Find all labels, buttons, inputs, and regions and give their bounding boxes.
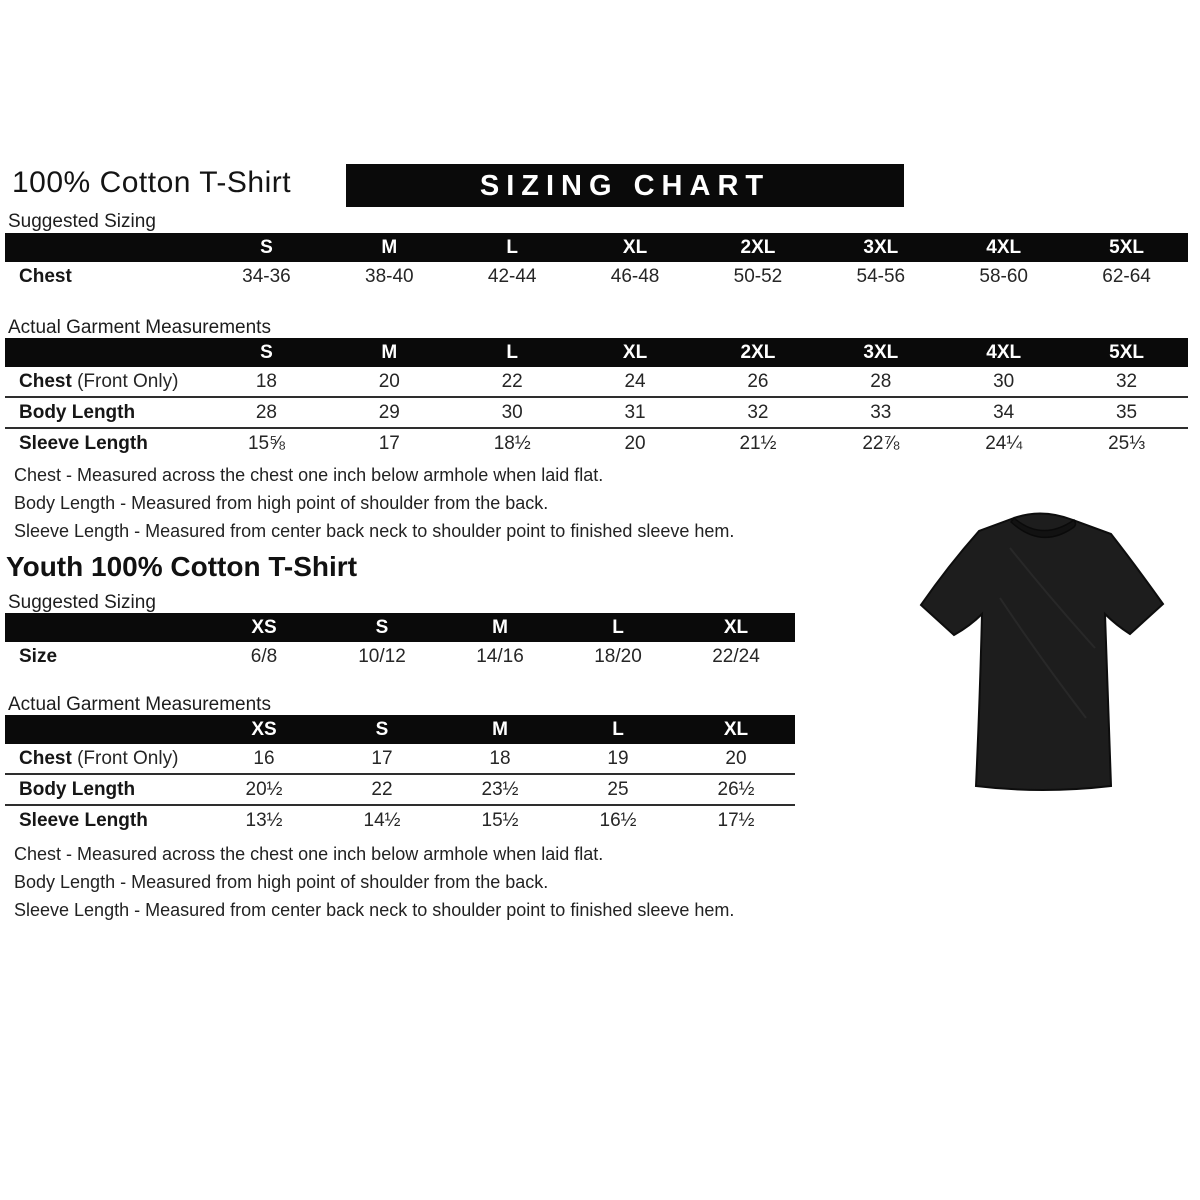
measurement-note: Body Length - Measured from high point of shoulder from the back.	[14, 493, 549, 513]
measurement-value: 6/8	[250, 645, 278, 667]
measurement-note: Sleeve Length - Measured from center back neck to shoulder point to finished sleeve hem.	[14, 521, 735, 541]
size-column-header: 4XL	[986, 236, 1022, 258]
measurement-value: 22	[371, 778, 393, 800]
size-column-header: L	[506, 341, 518, 363]
row-label: Chest (Front Only)	[19, 747, 179, 769]
table-row	[5, 427, 1188, 458]
measurement-value: 31	[624, 401, 646, 423]
youth-suggested-sizing-label: Suggested Sizing	[8, 592, 156, 613]
measurement-value: 26½	[717, 778, 755, 800]
size-column-header: S	[375, 616, 389, 638]
measurement-value: 28	[870, 370, 892, 392]
size-column-header: S	[260, 341, 273, 363]
measurement-value: 22⅞	[862, 432, 900, 454]
size-column-header: S	[375, 718, 389, 740]
measurement-value: 20	[725, 747, 747, 769]
size-column-header: L	[612, 616, 624, 638]
page-title: 100% Cotton T-Shirt	[12, 166, 292, 199]
measurement-value: 15⅝	[247, 432, 285, 454]
measurement-value: 16	[253, 747, 275, 769]
row-label: Body Length	[19, 778, 136, 800]
size-column-header: M	[492, 616, 508, 638]
table-row	[5, 744, 795, 773]
size-column-header: 5XL	[1109, 341, 1144, 363]
row-label-suffix: (Front Only)	[71, 370, 179, 392]
size-column-header: M	[381, 236, 398, 258]
table-header-row	[5, 715, 795, 744]
row-label: Size	[19, 645, 58, 667]
measurement-value: 16½	[599, 809, 637, 831]
measurement-value: 34	[993, 401, 1015, 423]
row-label: Sleeve Length	[19, 432, 148, 454]
youth-title: Youth 100% Cotton T-Shirt	[6, 551, 358, 582]
measurement-value: 22	[501, 370, 523, 392]
adult-measurement-notes	[14, 466, 794, 550]
measurement-value: 35	[1115, 401, 1138, 423]
measurement-value: 29	[378, 401, 400, 423]
size-column-header: 4XL	[986, 341, 1022, 363]
measurement-value: 24	[624, 370, 646, 392]
measurement-value: 18½	[493, 432, 531, 454]
size-column-header: XS	[251, 616, 277, 638]
tshirt-product-image	[890, 478, 1195, 818]
measurement-value: 34-36	[242, 265, 291, 287]
size-column-header: M	[381, 341, 398, 363]
table-row	[5, 396, 1188, 427]
size-column-header: 2XL	[740, 236, 776, 258]
measurement-value: 33	[870, 401, 892, 423]
measurement-value: 20½	[245, 778, 283, 800]
table-header-row	[5, 613, 795, 642]
measurement-value: 20	[624, 432, 646, 454]
sizing-chart-banner: SIZING CHART	[346, 164, 904, 207]
measurement-value: 22/24	[712, 645, 760, 667]
size-column-header: S	[260, 236, 273, 258]
measurement-value: 23½	[481, 778, 519, 800]
measurement-value: 17	[378, 432, 400, 454]
measurement-value: 18	[255, 370, 277, 392]
size-column-header: 3XL	[863, 341, 899, 363]
youth-actual-measurements-label: Actual Garment Measurements	[8, 694, 271, 715]
measurement-note: Sleeve Length - Measured from center back neck to shoulder point to finished sleeve hem.	[14, 900, 735, 920]
size-column-header: L	[506, 236, 518, 258]
measurement-value: 32	[747, 401, 769, 423]
size-column-header: XL	[622, 341, 648, 363]
row-label: Body Length	[19, 401, 136, 423]
measurement-value: 13½	[245, 809, 283, 831]
table-row	[5, 642, 795, 671]
size-column-header: L	[612, 718, 624, 740]
adult-suggested-sizing-table	[5, 233, 1188, 291]
measurement-value: 20	[378, 370, 400, 392]
table-row	[5, 262, 1188, 291]
measurement-value: 30	[501, 401, 523, 423]
measurement-value: 24¼	[985, 432, 1023, 454]
measurement-value: 26	[747, 370, 769, 392]
measurement-value: 14½	[363, 809, 401, 831]
tshirt-illustration	[890, 478, 1195, 818]
measurement-value: 10/12	[358, 645, 406, 667]
measurement-value: 14/16	[476, 645, 524, 667]
row-label: Sleeve Length	[19, 809, 148, 831]
size-column-header: 2XL	[740, 341, 776, 363]
measurement-value: 18/20	[594, 645, 642, 667]
table-row	[5, 804, 795, 835]
table-row	[5, 367, 1188, 396]
measurement-value: 46-48	[610, 265, 660, 287]
table-row	[5, 773, 795, 804]
measurement-note: Chest - Measured across the chest one inch below armhole when laid flat.	[14, 465, 604, 485]
measurement-value: 50-52	[733, 265, 783, 287]
size-column-header: XL	[723, 616, 749, 638]
measurement-value: 15½	[481, 809, 519, 831]
measurement-value: 25⅓	[1108, 432, 1146, 454]
row-label-suffix: (Front Only)	[71, 747, 179, 769]
measurement-value: 62-64	[1102, 265, 1151, 287]
size-column-header: XL	[622, 236, 648, 258]
size-column-header: XS	[251, 718, 277, 740]
row-label: Chest (Front Only)	[19, 370, 179, 392]
adult-actual-measurements-table	[5, 338, 1188, 458]
measurement-value: 54-56	[856, 265, 906, 287]
youth-suggested-sizing-table	[5, 613, 795, 671]
measurement-value: 32	[1115, 370, 1138, 392]
tshirt-body	[921, 513, 1163, 790]
measurement-value: 19	[607, 747, 629, 769]
measurement-value: 28	[255, 401, 277, 423]
table-header-row	[5, 233, 1188, 262]
measurement-value: 21½	[739, 432, 777, 454]
size-column-header: M	[492, 718, 508, 740]
measurement-note: Chest - Measured across the chest one inch below armhole when laid flat.	[14, 844, 604, 864]
measurement-note: Body Length - Measured from high point of shoulder from the back.	[14, 872, 549, 892]
size-column-header: 3XL	[863, 236, 899, 258]
measurement-value: 42-44	[487, 265, 537, 287]
adult-suggested-sizing-label: Suggested Sizing	[8, 211, 156, 232]
youth-measurement-notes	[14, 845, 794, 929]
measurement-value: 18	[489, 747, 511, 769]
measurement-value: 38-40	[365, 265, 414, 287]
size-column-header: 5XL	[1109, 236, 1144, 258]
measurement-value: 17	[371, 747, 393, 769]
measurement-value: 17½	[717, 809, 755, 831]
measurement-value: 58-60	[979, 265, 1028, 287]
measurement-value: 30	[993, 370, 1015, 392]
adult-actual-measurements-label: Actual Garment Measurements	[8, 317, 271, 338]
youth-actual-measurements-table	[5, 715, 795, 835]
measurement-value: 25	[607, 778, 629, 800]
table-header-row	[5, 338, 1188, 367]
size-column-header: XL	[723, 718, 749, 740]
row-label: Chest	[19, 265, 72, 287]
